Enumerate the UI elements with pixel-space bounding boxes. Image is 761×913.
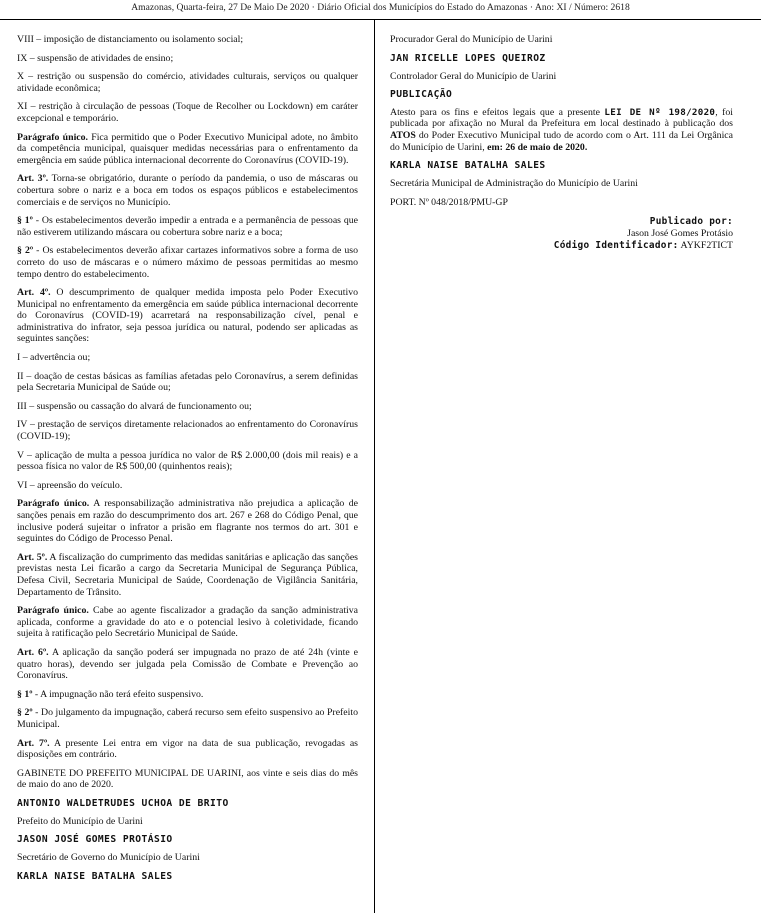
art-7-label: Art. 7º. [17, 737, 50, 749]
signatory-name-mayor: ANTONIO WALDETRUDES UCHOA DE BRITO [17, 797, 229, 809]
signatory-name-controlador: JAN RICELLE LOPES QUEIROZ [390, 52, 546, 64]
left-column [17, 34, 358, 889]
paragrafo-unico-3-label: Parágrafo único. [17, 605, 89, 617]
sancao-v: V – aplicação de multa a pessoa jurídica no valor de R$ 2.000,00 (dois mil reais) e a pessoa física no valor de R$ 500,00 (quinhentos reais); [17, 449, 358, 473]
publicacao-atos: ATOS [390, 129, 416, 141]
art-4 [17, 287, 358, 345]
signatory-name-procurador: KARLA NAISE BATALHA SALES [17, 871, 173, 883]
published-by-label: Publicado por: [649, 216, 733, 228]
art-3-par-2 [17, 245, 358, 280]
art-3-par-1-label: § 1º [17, 215, 33, 227]
art-3-par-2-text: - Os estabelecimentos deverão afixar cartazes informativos sobre a forma de uso correto do uso de máscaras e o número máximo de pessoas permitidas ao mesmo tempo dentro do estabelecimento. [17, 245, 359, 280]
item-viii: VIII – imposição de distanciamento ou isolamento social; [17, 34, 244, 45]
item-x: X – restrição ou suspensão do comércio, atividades culturais, serviços ou qualquer atividade econômica; [17, 71, 358, 94]
art-6-par-2-label: § 2º [17, 707, 33, 719]
item-ix: IX – suspensão de atividades de ensino; [17, 52, 174, 64]
published-by-name: Jason José Gomes Protásio [627, 227, 733, 239]
art-6 [17, 647, 358, 682]
sancao-vi: VI – apreensão do veículo. [17, 479, 123, 491]
signer-port: PORT. Nº 048/2018/PMU-GP [390, 196, 508, 208]
art-7-text: A presente Lei entra em vigor na data de sua publicação, revogadas as disposições em contrário. [17, 737, 358, 761]
sancao-iii: III – suspensão ou cassação do alvará de funcionamento ou; [17, 400, 252, 412]
art-4-label: Art. 4º. [17, 287, 51, 299]
publicacao-date: em: 26 de maio de 2020. [487, 141, 588, 153]
art-7 [17, 738, 358, 761]
paragrafo-unico-1 [17, 132, 358, 167]
signer-name: KARLA NAISE BATALHA SALES [390, 160, 546, 172]
publicacao-text [390, 107, 733, 153]
art-3-label: Art. 3º. [17, 173, 49, 185]
art-6-label: Art. 6º. [17, 646, 49, 658]
art-5-text: A fiscalização do cumprimento das medidas sanitárias e aplicação das sanções previstas nesta Lei ficarão a cargo da Secretaria Municipal de Segurança Pública, Defesa Civil, Secretaria Municipal de Saúde, Coordenação de Vigilância Sanitária, Departamento de Trânsito. [17, 551, 358, 598]
signer-role: Secretária Municipal de Administração do Município de Uarini [390, 178, 638, 190]
paragrafo-unico-1-text: Fica permitido que o Poder Executivo Municipal adote, no âmbito da competência municipal, quaisquer medidas necessárias para o enfrentamento da emergência em saúde pública internacional decorrente do Coronavírus (COVID-19). [17, 131, 358, 166]
paragrafo-unico-2-label: Parágrafo único. [17, 498, 90, 510]
sancao-iv: IV – prestação de serviços diretamente relacionados ao enfrentamento do Coronavírus (COVID-19); [17, 419, 358, 443]
sancao-i: I – advertência ou; [17, 352, 91, 364]
sancao-ii: II – doação de cestas básicas as famílias afetadas pelo Coronavírus, a serem definidas pela Secretaria Municipal de Saúde ou; [17, 370, 358, 394]
signatory-role-secretary: Secretário de Governo do Município de Uarini [17, 852, 200, 864]
art-4-text: O descumprimento de qualquer medida imposta pelo Poder Executivo Municipal no enfrentamento da emergência em saúde pública internacional decorrente do Coronavírus (COVID-19) acarretará na responsabilização cível, penal e administrativa do infrator, seja pessoa jurídica ou natural, podendo ser aplicadas as seguintes sanções: [17, 287, 358, 345]
identifier-code: AYKF2TICT [680, 239, 733, 251]
publicacao-lei: LEI DE Nº 198/2020 [604, 106, 716, 118]
published-by-block [390, 216, 733, 251]
art-3-text: Torna-se obrigatório, durante o período da pandemia, o uso de máscaras ou cobertura sobre o nariz e a boca em todos os espaços públicos e estabelecimentos comerciais e de serviços no Município. [17, 173, 358, 208]
art-6-par-1-text: - A impugnação não terá efeito suspensivo. [32, 688, 204, 700]
role-procurador: Procurador Geral do Município de Uarini [390, 34, 553, 45]
signatory-role-controlador: Controlador Geral do Município de Uarini [390, 70, 557, 82]
header-text: Amazonas, Quarta-feira, 27 De Maio De 2020 · Diário Oficial dos Municípios do Estado do Amazonas · Ano: XI / Número: 2618 [131, 2, 630, 13]
item-xi: XI – restrição à circulação de pessoas (Toque de Recolher ou Lockdown) em caráter excepcional e temporário. [17, 101, 358, 124]
header-rule [0, 19, 761, 20]
paragrafo-unico-1-label: Parágrafo único. [17, 131, 88, 143]
identifier-label: Código Identificador: [553, 239, 679, 251]
paragrafo-unico-3 [17, 605, 358, 640]
art-3 [17, 173, 358, 208]
art-5-label: Art. 5º. [17, 551, 48, 563]
paragrafo-unico-2-text: A responsabilização administrativa não prejudica a aplicação de sanções penais em razão do descumprimento dos art. 267 e 268 do Código Penal, que inclusive poderá sujeitar o infrator a prisão em flagrante nos termos do art. 301 e seguintes do Código de Processo Penal. [17, 498, 359, 545]
signatory-role-mayor: Prefeito do Município de Uarini [17, 815, 143, 827]
right-column [390, 34, 733, 251]
art-6-text: A aplicação da sanção poderá ser impugnada no prazo de até 24h (vinte e quatro horas), devendo ser julgada pela Comissão de Combate e Prevenção ao Coronavírus. [17, 646, 359, 682]
publicacao-t2: , foi publicada por afixação no Mural da Prefeitura em local destinado à publicação dos [390, 106, 734, 130]
publicacao-t1: Atesto para os fins e efeitos legais que a presente [390, 106, 605, 118]
gabinete-statement: GABINETE DO PREFEITO MUNICIPAL DE UARINI, aos vinte e seis dias do mês de maio do ano de 2020. [17, 767, 358, 791]
identifier-line [390, 240, 733, 252]
art-6-par-2 [17, 707, 358, 730]
column-divider [374, 20, 375, 913]
paragrafo-unico-2 [17, 498, 358, 544]
art-5 [17, 552, 358, 598]
art-3-par-2-label: § 2º [17, 245, 34, 257]
art-3-par-1-text: - Os estabelecimentos deverão impedir a entrada e a permanência de pessoas que não estiverem utilizando máscara ou cobertura sobre nariz e a boca; [17, 215, 358, 238]
signatory-name-secretary: JASON JOSÉ GOMES PROTÁSIO [17, 834, 173, 846]
publicacao-t3: do Poder Executivo Municipal tudo de acordo com o Art. 111 da Lei Orgânica do Município de Uarini, [390, 129, 733, 153]
art-3-par-1 [17, 215, 358, 238]
art-6-par-1 [17, 689, 358, 701]
art-6-par-1-label: § 1º [17, 688, 33, 700]
art-6-par-2-text: - Do julgamento da impugnação, caberá recurso sem efeito suspensivo ao Prefeito Municipal. [17, 707, 358, 730]
publicacao-heading: PUBLICAÇÃO [390, 89, 453, 101]
paragrafo-unico-3-text: Cabe ao agente fiscalizador a gradação da sanção administrativa aplicada, conforme a gravidade do ato e o potencial lesivo à coletividade, ficando sujeita à ratificação pelo Secretário Municipal de Saúde. [17, 605, 359, 640]
